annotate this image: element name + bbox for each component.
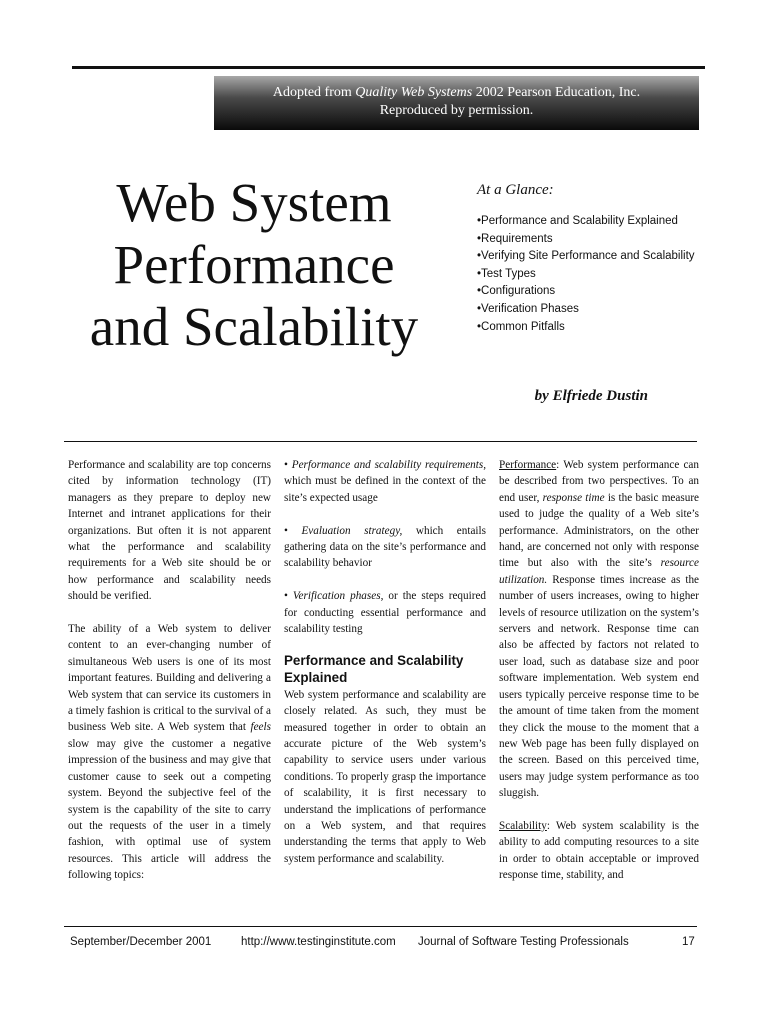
list-item: • Configurations — [477, 283, 717, 301]
paragraph: Performance and scalability are top concerns cited by information technology (IT) managers as they prepare to deploy new Internet and intranet applications for their organizations. But often it is not apparent what the performance and scalability requirements for a Web site should be or how performance and scalability needs should be verified. — [68, 459, 271, 603]
top-rule — [72, 66, 705, 69]
column-3 — [499, 457, 699, 900]
at-a-glance-box — [477, 182, 717, 336]
author-byline: by Elfriede Dustin — [534, 388, 648, 404]
paragraph: The ability of a Web system to deliver content to an ever-changing number of simultaneous Web users is one of its most important features. Building and delivering a Web system that can service its customers in a timely fashion is critical to the survival of a business Web site. A Web system that feels slow may give the customer a negative impression of the business and may give that customer cause to seek out a competing system. Beyond the subjective feel of the system is the capability of the site to carry out the requests of the user in a timely fashion, with optimal use of system resources. This article will address the following topics: — [68, 623, 271, 882]
banner-line-1: Adopted from Quality Web Systems 2002 Pearson Education, Inc. — [272, 85, 641, 100]
banner-line-2: Reproduced by permission. — [379, 103, 534, 118]
page-number: 17 — [682, 936, 695, 948]
at-a-glance-list — [477, 213, 717, 336]
list-item: • Common Pitfalls — [477, 319, 717, 337]
paragraph: Web system performance and scalability are closely related. As such, they must be measured together in order to obtain an accurate picture of the Web system’s capability to service users under various conditions. To properly grasp the importance of scalability, it is first necessary to understand the implications of performance on a Web system, and that requires understanding the terms that apply to Web system performance and scalability. — [284, 688, 486, 865]
footer-url: http://www.testinginstitute.com — [241, 936, 396, 948]
paragraph: Performance: Web system performance can be described from two perspectives. To an end user, response time is the basic measure used to judge the quality of a Web site’s performance. Administrators, on the other hand, are concerned not only with response time but also with the site’s resource utilization. Response times increase as the number of users increases, owing to higher levels of resource utilization on the system’s servers and network. Response time can also be affected by factors not related to user load, such as database size and poor software implementation. Web system end users typically perceive response time to be the amount of time taken from the moment they click the mouse to the moment that a new Web page has been fully displayed on the screen. Based on this perceived time, users may judge system performance as too sluggish. — [499, 459, 700, 800]
section-heading: Performance and Scalability Explained — [284, 652, 464, 685]
term-scalability: Scalability — [499, 819, 547, 832]
at-a-glance-heading: At a Glance: — [477, 182, 554, 198]
term-performance: Performance — [499, 459, 557, 471]
topic-bullet: • Evaluation strategy, which entails gathering data on the site’s performance and scalability behavior — [284, 524, 486, 570]
column-1 — [68, 457, 271, 900]
permission-banner — [214, 76, 699, 130]
footer-date: September/December 2001 — [70, 936, 212, 948]
paragraph: Scalability: Web system scalability is the ability to add computing resources to a site in order to obtain acceptable or improved response time, stability, and — [499, 819, 699, 882]
list-item: • Performance and Scalability Explained — [477, 213, 717, 231]
section-divider — [64, 441, 697, 442]
footer-journal: Journal of Software Testing Professionals — [418, 936, 629, 948]
column-2 — [284, 457, 486, 884]
list-item: • Test Types — [477, 266, 717, 284]
list-item: • Verifying Site Performance and Scalability — [477, 248, 717, 266]
article-title: Web System Performance and Scalability — [89, 172, 419, 357]
topic-bullet: • Performance and scalability requirements, which must be defined in the context of the site’s expected usage — [284, 459, 487, 504]
footer-rule — [64, 926, 697, 927]
list-item: • Requirements — [477, 231, 717, 249]
list-item: • Verification Phases — [477, 301, 717, 319]
topic-bullet: • Verification phases, or the steps required for conducting essential performance and scalability testing — [284, 590, 486, 636]
